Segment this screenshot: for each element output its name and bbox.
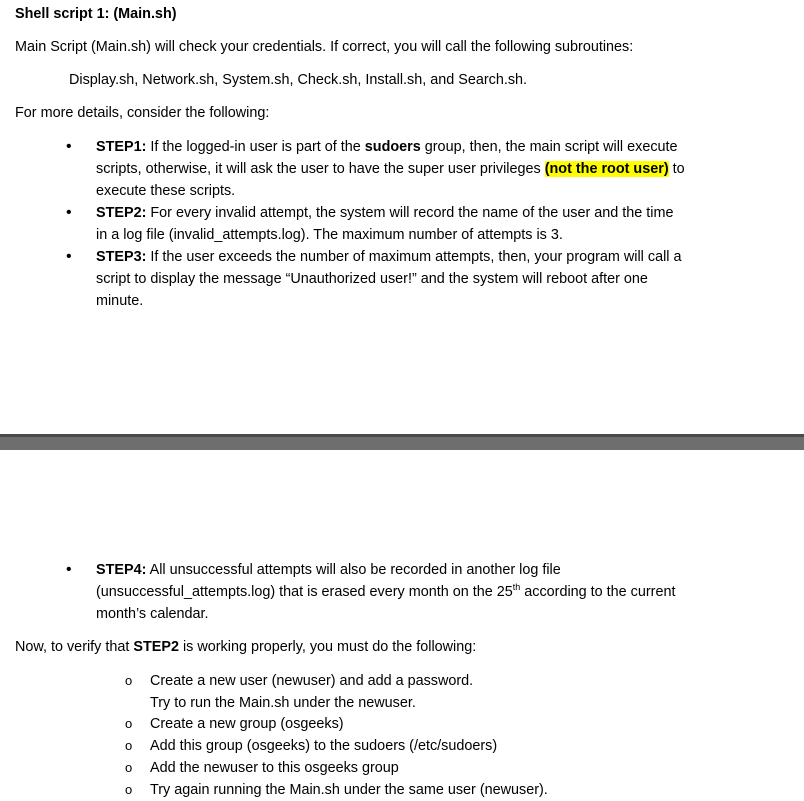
bullet-icon: •: [66, 138, 72, 155]
details-intro: For more details, consider the following:: [15, 105, 270, 121]
verify-paragraph: Now, to verify that STEP2 is working properly, you must do the following:: [15, 639, 477, 655]
step3-label: STEP3:: [96, 249, 147, 265]
circle-bullet-icon: o: [125, 760, 133, 775]
task-item: Try to run the Main.sh under the newuser.: [150, 695, 416, 711]
bullet-icon: •: [66, 561, 72, 578]
step2-bold: STEP2: [133, 639, 179, 655]
subroutine-list: Display.sh, Network.sh, System.sh, Check.sh, Install.sh, and Search.sh.: [69, 72, 528, 88]
task-item: Try again running the Main.sh under the same user (newuser).: [150, 782, 548, 798]
step1-item: STEP1: If the logged-in user is part of the sudoers group, then, the main script will execute scripts, otherwise, it will ask the user to have the super user privileges (not the root user) to execute these scripts.: [96, 139, 685, 199]
circle-bullet-icon: o: [125, 782, 133, 797]
task-item: Create a new user (newuser) and add a password.: [150, 673, 474, 689]
page-divider-edge: [0, 434, 804, 437]
task-item: Create a new group (osgeeks): [150, 716, 344, 732]
circle-bullet-icon: o: [125, 716, 133, 731]
step2-label: STEP2:: [96, 205, 147, 221]
step1-label: STEP1:: [96, 139, 147, 155]
circle-bullet-icon: o: [125, 738, 133, 753]
circle-bullet-icon: o: [125, 673, 133, 688]
step4-label: STEP4:: [96, 562, 147, 578]
document-title: Shell script 1: (Main.sh): [15, 6, 177, 22]
step3-item: STEP3: If the user exceeds the number of maximum attempts, then, your program will call a script to display the message “Unauthorized user!” and the system will reboot after one minute.: [96, 249, 682, 309]
step4-item: STEP4: All unsuccessful attempts will also be recorded in another log file (unsuccessful_attempts.log) that is erased every month on the 25th according to the current month’s calendar.: [96, 562, 676, 622]
sudoers-bold: sudoers: [364, 139, 421, 155]
task-item: Add the newuser to this osgeeks group: [150, 760, 399, 776]
intro-paragraph: Main Script (Main.sh) will check your credentials. If correct, you will call the following subroutines:: [15, 39, 634, 55]
highlight-not-root: (not the root user): [544, 161, 669, 177]
bullet-icon: •: [66, 204, 72, 221]
step2-item: STEP2: For every invalid attempt, the system will record the name of the user and the time in a log file (invalid_attempts.log). The maximum number of attempts is 3.: [96, 205, 674, 243]
task-item: Add this group (osgeeks) to the sudoers (/etc/sudoers): [150, 738, 498, 754]
bullet-icon: •: [66, 248, 72, 265]
